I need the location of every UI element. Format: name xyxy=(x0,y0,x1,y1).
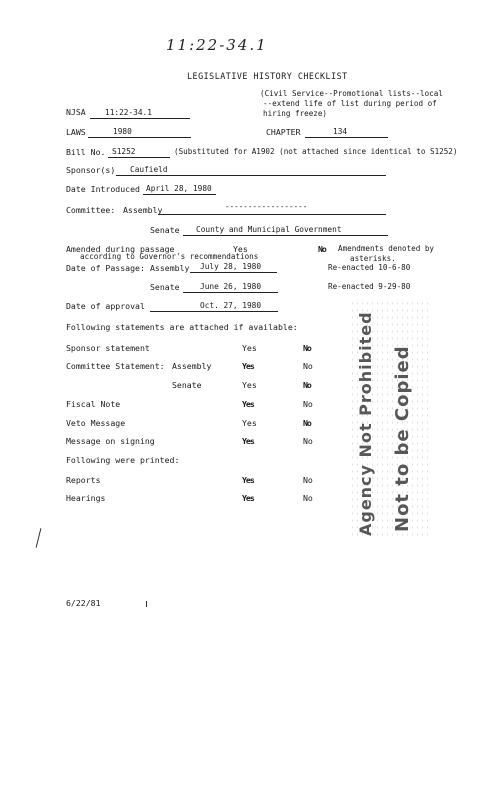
veto-message-no-struck: No xyxy=(303,418,311,428)
approval-label: Date of approval xyxy=(66,301,145,311)
subject-note-line-2: --extend life of list during period of xyxy=(263,99,437,108)
date-introduced-label: Date Introduced xyxy=(66,184,140,194)
chapter-value: 134 xyxy=(333,127,348,136)
committee-statement-assembly-label: Assembly xyxy=(172,361,212,371)
passage-assembly-value: July 28, 1980 xyxy=(200,262,262,271)
message-on-signing-label: Message on signing xyxy=(66,436,155,446)
subject-note-line-1: (Civil Service--Promotional lists--local xyxy=(260,89,443,98)
chapter-label: CHAPTER xyxy=(266,127,301,137)
committee-assembly-value: ------------------ xyxy=(225,202,308,211)
committee-senate-value: County and Municipal Government xyxy=(196,225,342,234)
njsa-underline xyxy=(90,118,190,119)
sponsor-label: Sponsor(s) xyxy=(66,165,116,175)
committee-assembly-underline xyxy=(158,214,386,215)
subject-note-line-3: hiring freeze) xyxy=(263,109,328,118)
printed-heading: Following were printed: xyxy=(66,455,180,465)
stamp-line-1: Agency Not Prohibited xyxy=(356,311,375,536)
committee-statement-senate-no-struck: No xyxy=(303,380,311,390)
hearings-label: Hearings xyxy=(66,493,106,503)
pen-tick xyxy=(146,601,147,607)
bill-underline xyxy=(108,157,170,158)
amended-no-struck: No xyxy=(318,244,326,254)
hearings-no: No xyxy=(303,493,313,503)
committee-statement-assembly-no: No xyxy=(303,361,313,371)
senate-reenacted: Re-enacted 9-29-80 xyxy=(328,282,411,291)
approval-value: Oct. 27, 1980 xyxy=(200,301,262,310)
fiscal-note-label: Fiscal Note xyxy=(66,399,121,409)
laws-value: 1980 xyxy=(113,127,132,136)
bill-substitution-note: (Substituted for A1902 (not attached since identical to S1252) xyxy=(174,147,458,156)
chapter-underline xyxy=(305,137,388,138)
sponsor-statement-label: Sponsor statement xyxy=(66,343,150,353)
attached-heading: Following statements are attached if available: xyxy=(66,322,298,332)
fiscal-note-yes-struck: Yes xyxy=(242,399,254,409)
date-introduced-value: April 28, 1980 xyxy=(146,184,212,193)
committee-statement-senate-label: Senate xyxy=(172,380,202,390)
amendments-note-line-2: asterisks. xyxy=(350,254,396,263)
message-on-signing-no: No xyxy=(303,436,313,446)
laws-underline xyxy=(88,137,191,138)
bill-value: S1252 xyxy=(112,147,136,156)
approval-underline xyxy=(150,311,278,312)
veto-message-yes: Yes xyxy=(242,418,257,428)
pen-mark xyxy=(36,528,42,548)
footer-date: 6/22/81 xyxy=(66,598,101,608)
fiscal-note-no: No xyxy=(303,399,313,409)
message-on-signing-yes-struck: Yes xyxy=(242,436,254,446)
committee-senate-label: Senate xyxy=(150,225,180,235)
hearings-yes-struck: Yes xyxy=(242,493,254,503)
reports-yes-struck: Yes xyxy=(242,475,254,485)
committee-statement-senate-yes: Yes xyxy=(242,380,257,390)
assembly-reenacted: Re-enacted 10-6-80 xyxy=(328,263,411,272)
sponsor-statement-no-struck: No xyxy=(303,343,311,353)
committee-statement-label: Committee Statement: xyxy=(66,361,165,371)
njsa-value: 11:22-34.1 xyxy=(105,108,152,117)
njsa-label: NJSA xyxy=(66,107,86,117)
bill-label: Bill No. xyxy=(66,147,106,157)
passage-senate-underline xyxy=(183,292,278,293)
reports-no: No xyxy=(303,475,313,485)
passage-assembly-label: Assembly xyxy=(150,263,190,273)
page-title: LEGISLATIVE HISTORY CHECKLIST xyxy=(187,71,348,81)
governor-recommendations: according to Governor's recommendations xyxy=(80,252,259,261)
amended-label: Amended during passage xyxy=(66,244,175,254)
passage-label: Date of Passage: xyxy=(66,263,145,273)
passage-senate-label: Senate xyxy=(150,282,180,292)
sponsor-value: Caufield xyxy=(130,165,168,174)
committee-assembly-label: Assembly xyxy=(123,205,163,215)
stamp-line-2: Not to be Copied xyxy=(392,345,413,532)
passage-assembly-underline xyxy=(190,272,277,273)
amendments-note-line-1: Amendments denoted by xyxy=(338,244,435,253)
committee-statement-assembly-yes-struck: Yes xyxy=(242,361,254,371)
vertical-library-stamp xyxy=(350,300,430,540)
reports-label: Reports xyxy=(66,475,101,485)
laws-label: LAWS xyxy=(66,127,86,137)
sponsor-statement-yes: Yes xyxy=(242,343,257,353)
veto-message-label: Veto Message xyxy=(66,418,126,428)
committee-label: Committee: xyxy=(66,205,116,215)
amended-yes: Yes xyxy=(233,244,248,254)
date-introduced-underline xyxy=(143,194,216,195)
handwritten-statute-number: 11:22-34.1 xyxy=(166,36,268,54)
sponsor-underline xyxy=(116,175,386,176)
passage-senate-value: June 26, 1980 xyxy=(200,282,262,291)
committee-senate-underline xyxy=(183,235,388,236)
